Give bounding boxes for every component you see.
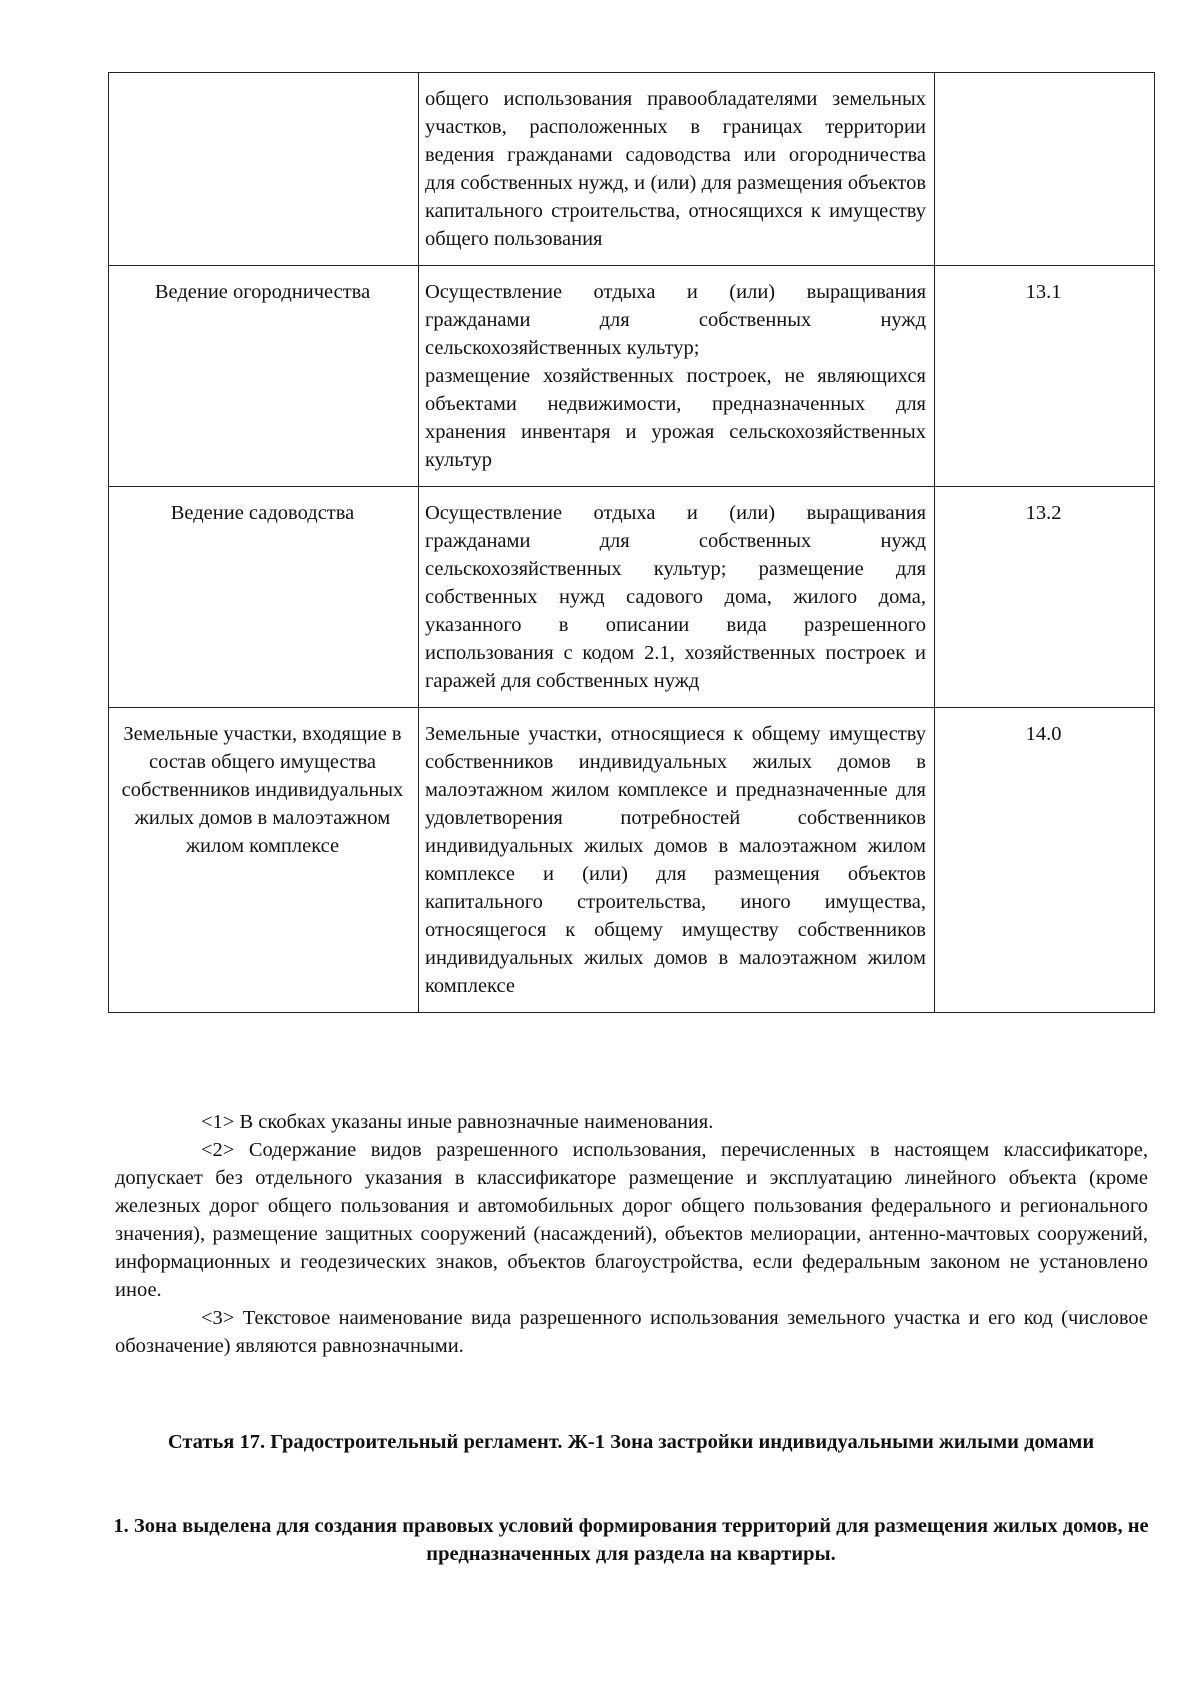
description-paragraph: Осуществление отдыха и (или) выращивания гражданами для собственных нужд сельскохозяйственных культур; размещение для собственных нужд садового дома, жилого дома, указанного в описании вида разрешенного использования с кодом 2.1, хозяйственных построек и гаражей для собственных нужд xyxy=(425,502,926,692)
description-paragraph: общего использования правообладателями земельных участков, расположенных в границах территории ведения гражданами садоводства или огородничества для собственных нужд, и (или) для размещения объектов капитального строительства, относящихся к имуществу общего пользования xyxy=(425,88,926,250)
use-description-cell xyxy=(419,487,935,708)
use-code-cell: 14.0 xyxy=(935,708,1155,1013)
description-paragraph: Земельные участки, относящиеся к общему имуществу собственников индивидуальных жилых домов в малоэтажном жилом комплексе и предназначенные для удовлетворения потребностей собственников индивидуальных жилых домов в малоэтажном жилом комплексе и (или) для размещения объектов капитального строительства, иного имущества, относящегося к общему имуществу собственников индивидуальных жилых домов в малоэтажном жилом комплексе xyxy=(425,723,926,997)
footnote: <1> В скобках указаны иные равнозначные наименования. xyxy=(201,1111,714,1133)
description-paragraph: Осуществление отдыха и (или) выращивания гражданами для собственных нужд сельскохозяйственных культур; xyxy=(425,281,926,359)
footnote: <2> Содержание видов разрешенного использования, перечисленных в настоящем классификаторе, допускает без отдельного указания в классификаторе размещение и эксплуатацию линейного объекта (кроме железных дорог общего пользования и автомобильных дорог общего пользования федерального и регионального значения), размещение защитных сооружений (насаждений), объектов мелиорации, антенно-мачтовых сооружений, информационных и геодезических знаков, объектов благоустройства, если федеральным законом не установлено иное. xyxy=(115,1139,1148,1301)
footnote: <3> Текстовое наименование вида разрешенного использования земельного участка и его код (числовое обозначение) являются равнозначными. xyxy=(115,1307,1148,1357)
land-use-table xyxy=(108,72,1155,1013)
use-name-cell: Ведение огородничества xyxy=(109,266,419,487)
use-description-cell xyxy=(419,73,935,266)
footnotes xyxy=(115,1108,1148,1360)
use-code-cell: 13.1 xyxy=(935,266,1155,487)
use-name-cell xyxy=(109,73,419,266)
article-heading: Статья 17. Градостроительный регламент. Ж-1 Зона застройки индивидуальными жилыми домами xyxy=(167,1431,1095,1453)
table-row xyxy=(109,487,1155,708)
use-description-cell xyxy=(419,266,935,487)
section-heading: 1. Зона выделена для создания правовых условий формирования территорий для размещения жилых домов, не предназначенных для раздела на квартиры. xyxy=(113,1515,1149,1565)
use-name-cell: Земельные участки, входящие в состав общего имущества собственников индивидуальных жилых домов в малоэтажном жилом комплексе xyxy=(109,708,419,1013)
use-code-cell xyxy=(935,73,1155,266)
use-code-cell: 13.2 xyxy=(935,487,1155,708)
description-paragraph: размещение хозяйственных построек, не являющихся объектами недвижимости, предназначенных для хранения инвентаря и урожая сельскохозяйственных культур xyxy=(425,365,926,471)
use-name-cell: Ведение садоводства xyxy=(109,487,419,708)
table-row xyxy=(109,73,1155,266)
table-row xyxy=(109,708,1155,1013)
table-row xyxy=(109,266,1155,487)
use-description-cell xyxy=(419,708,935,1013)
